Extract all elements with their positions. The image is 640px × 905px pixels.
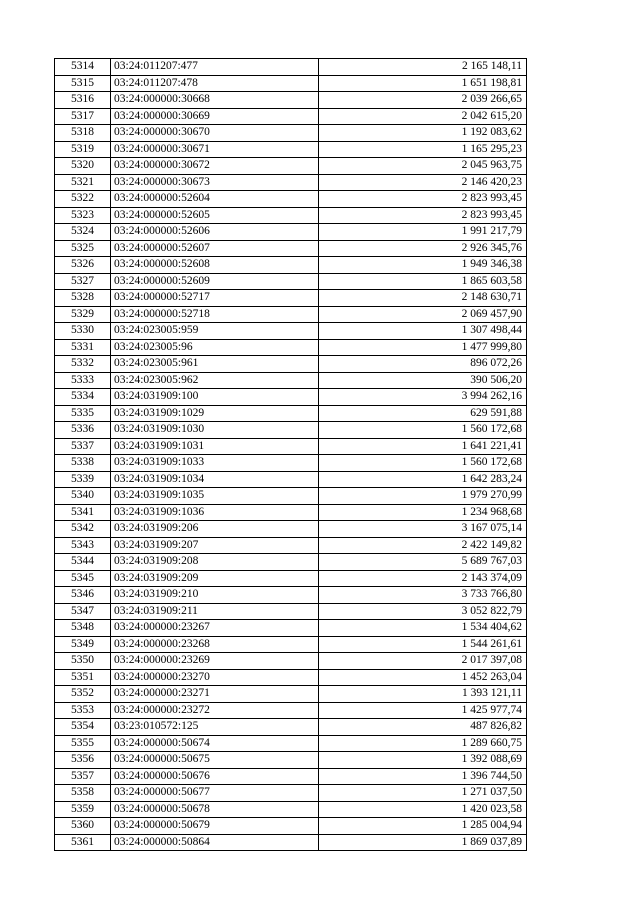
table-row (55, 570, 527, 587)
cadastral-number-cell: 03:24:000000:52606 (111, 224, 319, 241)
table-row (55, 702, 527, 719)
table-row (55, 504, 527, 521)
table-row (55, 636, 527, 653)
row-number-cell: 5343 (55, 537, 111, 554)
table-row (55, 257, 527, 274)
table-body (55, 59, 527, 851)
cadastral-value-cell: 1 392 088,69 (319, 752, 527, 769)
row-number-cell: 5319 (55, 141, 111, 158)
row-number-cell: 5318 (55, 125, 111, 142)
cadastral-number-cell: 03:24:000000:30671 (111, 141, 319, 158)
cadastral-value-cell: 2 823 993,45 (319, 191, 527, 208)
row-number-cell: 5340 (55, 488, 111, 505)
table-row (55, 620, 527, 637)
table-row (55, 768, 527, 785)
row-number-cell: 5321 (55, 174, 111, 191)
cadastral-value-cell: 2 069 457,90 (319, 306, 527, 323)
cadastral-value-cell: 1 425 977,74 (319, 702, 527, 719)
row-number-cell: 5314 (55, 59, 111, 76)
row-number-cell: 5353 (55, 702, 111, 719)
row-number-cell: 5317 (55, 108, 111, 125)
row-number-cell: 5332 (55, 356, 111, 373)
table-row (55, 735, 527, 752)
row-number-cell: 5327 (55, 273, 111, 290)
cadastral-number-cell: 03:24:031909:209 (111, 570, 319, 587)
row-number-cell: 5323 (55, 207, 111, 224)
cadastral-value-cell: 2 926 345,76 (319, 240, 527, 257)
cadastral-number-cell: 03:24:031909:100 (111, 389, 319, 406)
row-number-cell: 5337 (55, 438, 111, 455)
cadastral-number-cell: 03:24:000000:50674 (111, 735, 319, 752)
cadastral-value-cell: 3 733 766,80 (319, 587, 527, 604)
cadastral-value-cell: 2 422 149,82 (319, 537, 527, 554)
table-row (55, 372, 527, 389)
cadastral-number-cell: 03:24:031909:1031 (111, 438, 319, 455)
cadastral-value-cell: 2 165 148,11 (319, 59, 527, 76)
cadastral-value-cell: 896 072,26 (319, 356, 527, 373)
row-number-cell: 5351 (55, 669, 111, 686)
row-number-cell: 5350 (55, 653, 111, 670)
cadastral-value-cell: 1 393 121,11 (319, 686, 527, 703)
cadastral-number-cell: 03:24:011207:477 (111, 59, 319, 76)
table-row (55, 125, 527, 142)
cadastral-number-cell: 03:24:023005:959 (111, 323, 319, 340)
table-row (55, 141, 527, 158)
cadastral-number-cell: 03:24:000000:50679 (111, 818, 319, 835)
cadastral-value-cell: 3 994 262,16 (319, 389, 527, 406)
cadastral-value-cell: 1 869 037,89 (319, 834, 527, 851)
row-number-cell: 5360 (55, 818, 111, 835)
cadastral-value-cell: 1 396 744,50 (319, 768, 527, 785)
row-number-cell: 5315 (55, 75, 111, 92)
table-row (55, 405, 527, 422)
cadastral-value-cell: 1 234 968,68 (319, 504, 527, 521)
row-number-cell: 5336 (55, 422, 111, 439)
row-number-cell: 5324 (55, 224, 111, 241)
row-number-cell: 5358 (55, 785, 111, 802)
cadastral-value-cell: 2 042 615,20 (319, 108, 527, 125)
cadastral-number-cell: 03:24:000000:23269 (111, 653, 319, 670)
cadastral-number-cell: 03:24:000000:50677 (111, 785, 319, 802)
cadastral-value-cell: 1 192 083,62 (319, 125, 527, 142)
cadastral-number-cell: 03:24:031909:207 (111, 537, 319, 554)
cadastral-value-cell: 2 039 266,65 (319, 92, 527, 109)
cadastral-number-cell: 03:24:031909:1034 (111, 471, 319, 488)
row-number-cell: 5333 (55, 372, 111, 389)
cadastral-value-cell: 2 146 420,23 (319, 174, 527, 191)
table-row (55, 686, 527, 703)
cadastral-number-cell: 03:24:000000:23272 (111, 702, 319, 719)
table-row (55, 834, 527, 851)
cadastral-number-cell: 03:24:000000:30668 (111, 92, 319, 109)
cadastral-number-cell: 03:24:031909:206 (111, 521, 319, 538)
cadastral-value-cell: 1 979 270,99 (319, 488, 527, 505)
table-row (55, 438, 527, 455)
row-number-cell: 5339 (55, 471, 111, 488)
row-number-cell: 5346 (55, 587, 111, 604)
table-row (55, 587, 527, 604)
row-number-cell: 5359 (55, 801, 111, 818)
table-row (55, 59, 527, 76)
cadastral-number-cell: 03:24:031909:1036 (111, 504, 319, 521)
row-number-cell: 5352 (55, 686, 111, 703)
row-number-cell: 5335 (55, 405, 111, 422)
cadastral-number-cell: 03:24:000000:52605 (111, 207, 319, 224)
row-number-cell: 5357 (55, 768, 111, 785)
cadastral-number-cell: 03:24:000000:30669 (111, 108, 319, 125)
table-row (55, 521, 527, 538)
cadastral-value-cell: 629 591,88 (319, 405, 527, 422)
cadastral-number-cell: 03:24:011207:478 (111, 75, 319, 92)
table-row (55, 158, 527, 175)
table-row (55, 603, 527, 620)
table-row (55, 669, 527, 686)
cadastral-value-cell: 2 143 374,09 (319, 570, 527, 587)
row-number-cell: 5361 (55, 834, 111, 851)
table-row (55, 719, 527, 736)
cadastral-number-cell: 03:24:031909:1035 (111, 488, 319, 505)
cadastral-value-cell: 1 289 660,75 (319, 735, 527, 752)
table-row (55, 752, 527, 769)
cadastral-value-cell: 1 991 217,79 (319, 224, 527, 241)
row-number-cell: 5338 (55, 455, 111, 472)
table-row (55, 488, 527, 505)
table-row (55, 801, 527, 818)
cadastral-value-cell: 1 420 023,58 (319, 801, 527, 818)
cadastral-number-cell: 03:24:000000:50864 (111, 834, 319, 851)
table-row (55, 389, 527, 406)
table-row (55, 108, 527, 125)
cadastral-number-cell: 03:24:023005:961 (111, 356, 319, 373)
cadastral-number-cell: 03:24:000000:23268 (111, 636, 319, 653)
cadastral-value-cell: 3 167 075,14 (319, 521, 527, 538)
row-number-cell: 5342 (55, 521, 111, 538)
cadastral-number-cell: 03:24:000000:30672 (111, 158, 319, 175)
cadastral-value-cell: 487 826,82 (319, 719, 527, 736)
cadastral-value-cell: 2 017 397,08 (319, 653, 527, 670)
cadastral-number-cell: 03:24:000000:23271 (111, 686, 319, 703)
table-row (55, 224, 527, 241)
cadastral-value-cell: 1 642 283,24 (319, 471, 527, 488)
table-row (55, 174, 527, 191)
table-row (55, 455, 527, 472)
table-row (55, 356, 527, 373)
table-row (55, 422, 527, 439)
table-row (55, 75, 527, 92)
row-number-cell: 5330 (55, 323, 111, 340)
table-row (55, 323, 527, 340)
cadastral-number-cell: 03:24:031909:1033 (111, 455, 319, 472)
cadastral-value-cell: 1 560 172,68 (319, 422, 527, 439)
row-number-cell: 5349 (55, 636, 111, 653)
table-row (55, 306, 527, 323)
row-number-cell: 5345 (55, 570, 111, 587)
table-row (55, 273, 527, 290)
row-number-cell: 5344 (55, 554, 111, 571)
cadastral-value-cell: 1 651 198,81 (319, 75, 527, 92)
cadastral-number-cell: 03:24:000000:52608 (111, 257, 319, 274)
cadastral-number-cell: 03:24:000000:52717 (111, 290, 319, 307)
cadastral-number-cell: 03:24:000000:52609 (111, 273, 319, 290)
cadastral-value-cell: 1 641 221,41 (319, 438, 527, 455)
table-row (55, 339, 527, 356)
table-row (55, 653, 527, 670)
cadastral-value-cell: 1 865 603,58 (319, 273, 527, 290)
table-row (55, 785, 527, 802)
cadastral-number-cell: 03:24:000000:30670 (111, 125, 319, 142)
row-number-cell: 5328 (55, 290, 111, 307)
cadastral-number-cell: 03:24:031909:1030 (111, 422, 319, 439)
cadastral-value-cell: 1 544 261,61 (319, 636, 527, 653)
cadastral-number-cell: 03:23:010572:125 (111, 719, 319, 736)
cadastral-value-cell: 1 477 999,80 (319, 339, 527, 356)
table-row (55, 554, 527, 571)
table-row (55, 207, 527, 224)
table-row (55, 290, 527, 307)
cadastral-number-cell: 03:24:031909:211 (111, 603, 319, 620)
table-row (55, 240, 527, 257)
cadastral-number-cell: 03:24:031909:1029 (111, 405, 319, 422)
cadastral-value-cell: 390 506,20 (319, 372, 527, 389)
row-number-cell: 5320 (55, 158, 111, 175)
row-number-cell: 5348 (55, 620, 111, 637)
cadastral-value-cell: 1 949 346,38 (319, 257, 527, 274)
cadastral-number-cell: 03:24:000000:50675 (111, 752, 319, 769)
cadastral-number-cell: 03:24:023005:962 (111, 372, 319, 389)
cadastral-number-cell: 03:24:031909:210 (111, 587, 319, 604)
cadastral-number-cell: 03:24:023005:96 (111, 339, 319, 356)
cadastral-value-cell: 1 534 404,62 (319, 620, 527, 637)
cadastral-value-cell: 2 148 630,71 (319, 290, 527, 307)
row-number-cell: 5354 (55, 719, 111, 736)
cadastral-number-cell: 03:24:000000:52718 (111, 306, 319, 323)
cadastral-value-cell: 1 307 498,44 (319, 323, 527, 340)
cadastral-value-cell: 5 689 767,03 (319, 554, 527, 571)
cadastral-number-cell: 03:24:000000:52607 (111, 240, 319, 257)
table-row (55, 537, 527, 554)
row-number-cell: 5322 (55, 191, 111, 208)
cadastral-value-cell: 2 045 963,75 (319, 158, 527, 175)
table-row (55, 471, 527, 488)
row-number-cell: 5329 (55, 306, 111, 323)
cadastral-value-cell: 1 452 263,04 (319, 669, 527, 686)
row-number-cell: 5356 (55, 752, 111, 769)
row-number-cell: 5347 (55, 603, 111, 620)
row-number-cell: 5334 (55, 389, 111, 406)
cadastral-number-cell: 03:24:031909:208 (111, 554, 319, 571)
cadastral-number-cell: 03:24:000000:23267 (111, 620, 319, 637)
cadastral-value-cell: 1 271 037,50 (319, 785, 527, 802)
cadastral-value-table (54, 58, 527, 851)
cadastral-number-cell: 03:24:000000:52604 (111, 191, 319, 208)
row-number-cell: 5325 (55, 240, 111, 257)
row-number-cell: 5355 (55, 735, 111, 752)
table-row (55, 818, 527, 835)
cadastral-value-cell: 1 285 004,94 (319, 818, 527, 835)
cadastral-number-cell: 03:24:000000:50676 (111, 768, 319, 785)
cadastral-value-cell: 1 165 295,23 (319, 141, 527, 158)
table-row (55, 191, 527, 208)
cadastral-value-cell: 3 052 822,79 (319, 603, 527, 620)
row-number-cell: 5341 (55, 504, 111, 521)
cadastral-number-cell: 03:24:000000:30673 (111, 174, 319, 191)
row-number-cell: 5326 (55, 257, 111, 274)
row-number-cell: 5316 (55, 92, 111, 109)
row-number-cell: 5331 (55, 339, 111, 356)
table-row (55, 92, 527, 109)
cadastral-number-cell: 03:24:000000:23270 (111, 669, 319, 686)
cadastral-number-cell: 03:24:000000:50678 (111, 801, 319, 818)
cadastral-value-cell: 2 823 993,45 (319, 207, 527, 224)
cadastral-value-cell: 1 560 172,68 (319, 455, 527, 472)
